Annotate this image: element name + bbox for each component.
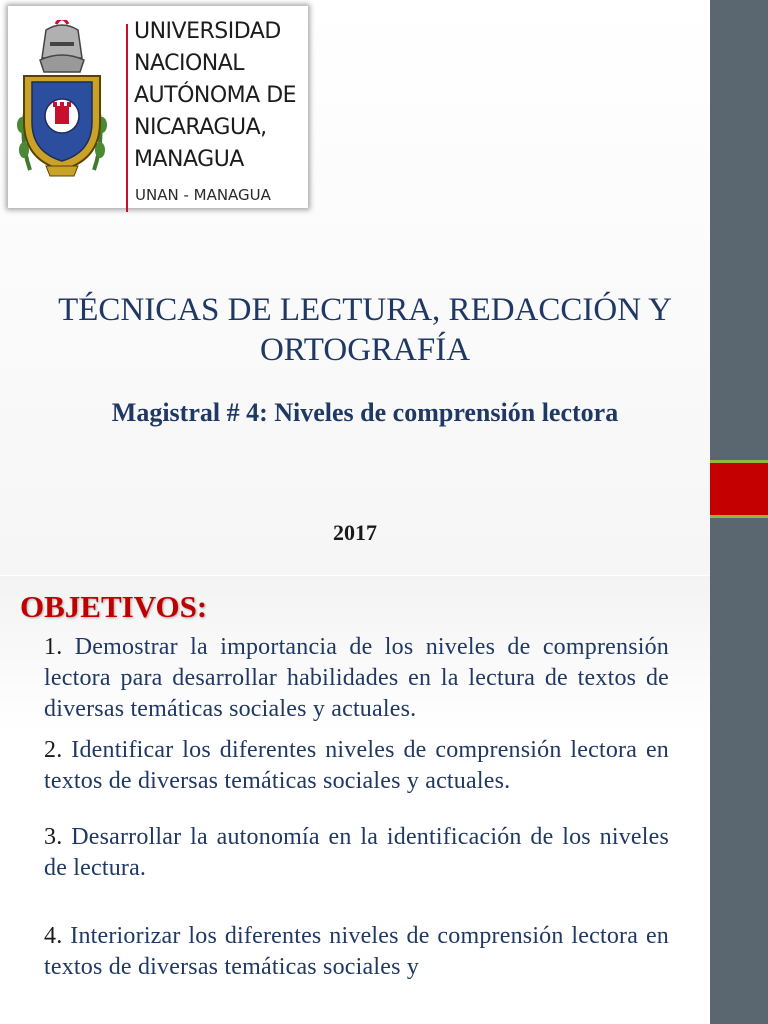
objective-number: 2. (44, 737, 63, 763)
objective-text: Demostrar la importancia de los niveles de comprensión lectora para desarrollar habilidades en la lectura de textos de diversas temáticas sociales y actuales. (44, 634, 669, 722)
objective-1 (44, 632, 669, 725)
university-name: UNIVERSIDAD NACIONAL AUTÓNOMA DE NICARAGUA, MANAGUA (134, 19, 297, 172)
year: 2017 (333, 520, 377, 545)
objectives-heading: OBJETIVOS: (20, 589, 208, 624)
objective-number: 1. (44, 634, 63, 660)
logo-divider (126, 24, 128, 212)
objective-text: Desarrollar la autonomía en la identificación de los niveles de lectura. (44, 824, 670, 881)
objective-text: Interiorizar los diferentes niveles de comprensión lectora en textos de diversas temáticas sociales y (44, 923, 669, 980)
objectives-list (44, 632, 669, 983)
objective-number: 3. (44, 824, 63, 850)
course-title: TÉCNICAS DE LECTURA, REDACCIÓN Y ORTOGRAFÍA (58, 292, 672, 368)
university-logo (8, 6, 308, 208)
university-abbreviation: UNAN - MANAGUA (135, 186, 271, 204)
objectives-slide (0, 576, 710, 1024)
objective-2 (44, 735, 669, 797)
objective-number: 4. (44, 923, 63, 949)
side-bar-accent (710, 460, 768, 518)
objective-3 (44, 822, 669, 884)
university-seal-icon (10, 20, 114, 182)
lecture-title: Magistral # 4: Niveles de comprensión lectora (111, 398, 619, 427)
objective-text: Identificar los diferentes niveles de comprensión lectora en textos de diversas temáticas sociales y actuales. (44, 737, 670, 794)
objective-4 (44, 921, 669, 983)
